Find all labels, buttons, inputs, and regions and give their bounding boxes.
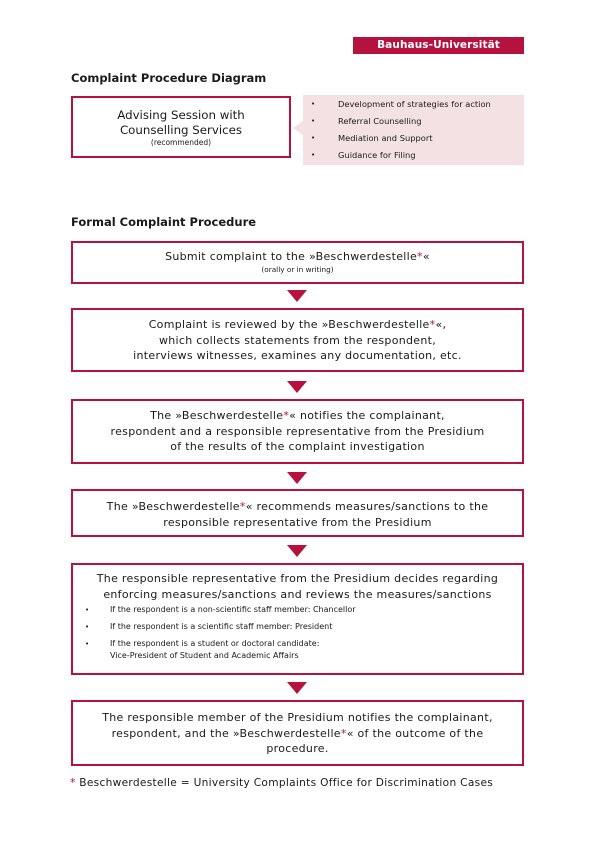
step3-line-2: respondent and a responsible representative from the Presidium	[110, 424, 485, 438]
arrow-down-icon	[287, 472, 307, 484]
list-item: • If the respondent is a student or doctoral candidate: Vice-President of Student and Academic Affairs	[85, 639, 320, 660]
step6-line-2: respondent, and the »Beschwerdestelle*« of the outcome of the	[111, 726, 484, 740]
step1-note: (orally or in writing)	[261, 264, 334, 274]
advising-options-callout	[303, 95, 524, 165]
arrow-down-icon	[287, 545, 307, 557]
option-item: • Development of strategies for action	[303, 96, 524, 113]
list-item: • If the respondent is a scientific staff member: President	[85, 622, 333, 631]
option-item: • Referral Counselling	[303, 113, 524, 130]
step2-line-2: which collects statements from the respondent,	[158, 333, 437, 347]
list-item: • If the respondent is a non-scientific staff member: Chancellor	[85, 605, 356, 614]
step1-text: Submit complaint to the »Beschwerdestelle*«	[165, 250, 430, 263]
step3-line-1: The »Beschwerdestelle*« notifies the complainant,	[150, 409, 445, 422]
step-recommend-measures	[71, 489, 524, 537]
bullet-icon: •	[311, 117, 316, 125]
step2-line-3: interviews witnesses, examines any documentation, etc.	[133, 349, 462, 362]
step3-line-3: of the results of the complaint investigation	[170, 440, 425, 453]
bullet-icon: •	[85, 640, 90, 648]
bullet-icon: •	[85, 606, 90, 614]
option-item: • Guidance for Filing	[303, 147, 524, 164]
step6-line-1: The responsible member of the Presidium notifies the complainant,	[102, 711, 493, 724]
responsible-members-list	[73, 604, 522, 662]
step5-line-1: The responsible representative from the Presidium decides regarding	[96, 572, 499, 585]
arrow-down-icon	[287, 381, 307, 393]
bullet-icon: •	[311, 134, 316, 142]
bullet-icon: •	[85, 623, 90, 631]
step4-line-2: responsible representative from the Presidium	[163, 515, 432, 529]
step-submit-complaint	[71, 241, 524, 284]
step5-line-2: enforcing measures/sanctions and reviews the measures/sanctions	[103, 587, 492, 601]
step-presidium-decides	[71, 563, 524, 675]
step-review-complaint	[71, 308, 524, 372]
step6-line-3: procedure.	[266, 742, 329, 755]
university-logo: Bauhaus-Universität Weimar	[353, 37, 524, 54]
footnote: * Beschwerdestelle = University Complaints Office for Discrimination Cases	[70, 777, 494, 789]
bullet-icon: •	[311, 151, 316, 159]
footnote-star: *	[70, 777, 76, 789]
arrow-down-icon	[287, 290, 307, 302]
option-item: • Mediation and Support	[303, 130, 524, 147]
bullet-icon: •	[311, 100, 316, 108]
step4-line-1: The »Beschwerdestelle*« recommends measures/sanctions to the	[106, 500, 489, 513]
formal-procedure-title: Formal Complaint Procedure	[71, 215, 257, 229]
step-notify-results	[71, 399, 524, 464]
advising-line-2: Counselling Services	[119, 123, 243, 137]
diagram-title: Complaint Procedure Diagram	[71, 71, 267, 85]
advising-session-box	[71, 96, 291, 158]
arrow-down-icon	[287, 682, 307, 694]
step-notify-outcome	[71, 700, 524, 766]
advising-line-1: Advising Session with	[117, 108, 245, 122]
advising-note: (recommended)	[150, 138, 212, 147]
step2-line-1: Complaint is reviewed by the »Beschwerdestelle*«,	[148, 318, 447, 331]
